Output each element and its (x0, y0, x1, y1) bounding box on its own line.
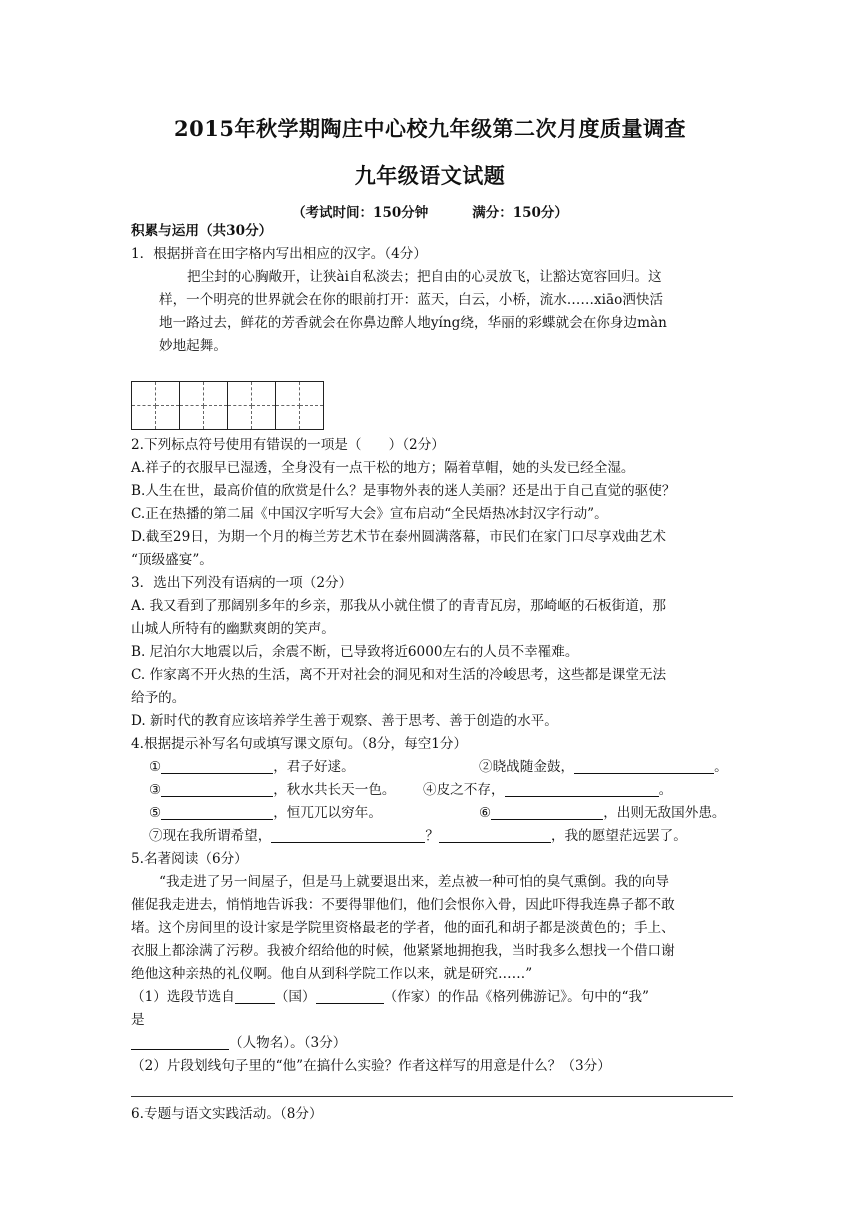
q5-sub1 (131, 986, 733, 1009)
q4-item1-blank[interactable] (161, 757, 273, 774)
q5-passage-5: 绝他这种亲热的礼仪啊。他自从到科学院工作以来，就是研究……” (131, 966, 533, 982)
q5-passage-1: “我走进了另一间屋子，但是马上就要退出来，差点被一种可怕的臭气熏倒。我的向导 (159, 874, 669, 890)
q2-option-d-cont: “顶级盛宴”。 (131, 552, 213, 568)
q4-item5-blank[interactable] (161, 803, 273, 820)
q5-character-blank[interactable] (131, 1033, 229, 1050)
q4-item2-suffix: 。 (714, 759, 728, 775)
q5-stem: 5.名著阅读（6分） (131, 851, 248, 867)
q4-item6-blank[interactable] (491, 803, 603, 820)
q5-passage-4: 衣服上都涂满了污秽。我被介绍给他的时候，他紧紧地拥抱我，当时我多么想找一个借口谢 (131, 943, 675, 959)
q5-sub1-b: （国） (274, 989, 316, 1005)
q1-line-4: 妙地起舞。 (159, 338, 227, 354)
q4-item3-suffix: ，秋水共长天一色。 (273, 782, 396, 798)
exam-content (131, 220, 733, 1126)
exam-info (0, 201, 860, 221)
full-score: 满分：150分） (472, 205, 568, 221)
q4-item3-prefix: ③ (149, 782, 162, 798)
q6-stem: 6.专题与语文实践活动。（8分） (131, 1106, 323, 1122)
answer-divider (131, 1096, 733, 1097)
q4-item4-suffix: 。 (658, 782, 673, 798)
q4-row-3 (131, 802, 733, 825)
q5-passage-2: 催促我走进去，悄悄地告诉我：不要得罪他们，他们会恨你入骨，因此吓得我连鼻子都不敢 (131, 897, 675, 913)
q4-item3-blank[interactable] (161, 780, 273, 797)
q5-country-blank[interactable] (235, 987, 275, 1004)
q4-item6-suffix: ，出则无敌国外患。 (603, 805, 726, 821)
exam-subtitle: 九年级语文试题 (354, 163, 506, 188)
exam-time: （考试时间：150分钟 (292, 205, 429, 221)
q4-item6-prefix: ⑥ (479, 805, 492, 821)
q4-row-2 (131, 779, 733, 802)
q4-row-4 (131, 825, 733, 848)
q3-stem: 3．选出下列没有语病的一项（2分） (131, 575, 353, 591)
q4-item7-blank-2[interactable] (439, 826, 551, 843)
q5-sub1-e: （人物名）。（3分） (229, 1035, 347, 1051)
q5-sub1-d: 是 (131, 1012, 145, 1028)
q3-option-c-cont: 给予的。 (131, 690, 186, 706)
q1-line-1: 把尘封的心胸敞开，让狭ài自私淡去；把自由的心灵放飞，让豁达宽容回归。这 (187, 269, 662, 285)
q4-item7-blank-1[interactable] (271, 826, 425, 843)
q2-stem: 2.下列标点符号使用有错误的一项是（ ）（2分） (131, 437, 445, 453)
section-title: 积累与运用（共30分） (131, 223, 273, 239)
exam-title: 2015年秋学期陶庄中心校九年级第二次月度质量调查 (174, 116, 686, 141)
q3-option-c: C. 作家离不开火热的生活，离不开对社会的洞见和对生活的冷峻思考，这些都是课堂无法 (131, 667, 667, 683)
q2-option-a: A.祥子的衣服早已湿透，全身没有一点干松的地方；隔着草帽，她的头发已经全湿。 (131, 460, 635, 476)
q5-author-blank[interactable] (316, 987, 384, 1004)
q4-item4-blank[interactable] (505, 780, 659, 797)
q5-sub1-a: （1）选段节选自 (131, 989, 235, 1005)
q4-item4-prefix: ④皮之不存， (423, 782, 505, 798)
q2-option-d: D.截至29日，为期一个月的梅兰芳艺术节在泰州圆满落幕，市民们在家门口尽享戏曲艺术 (131, 529, 666, 545)
q2-option-c: C.正在热播的第二届《中国汉字听写大会》宣布启动“全民焐热冰封汉字行动”。 (131, 506, 608, 522)
q3-option-a: A. 我又看到了那阔别多年的乡亲，那我从小就住惯了的青青瓦房，那崎岖的石板街道，那 (131, 598, 667, 614)
q1-line-3: 地一路过去，鲜花的芳香就会在你鼻边醉人地yíng绕，华丽的彩蝶就会在你身边màn (159, 315, 667, 331)
q4-row-1 (131, 756, 733, 779)
q3-option-d: D. 新时代的教育应该培养学生善于观察、善于思考、善于创造的水平。 (131, 713, 558, 729)
q4-stem: 4.根据提示补写名句或填写课文原句。（8分，每空1分） (131, 736, 468, 752)
q4-item1-prefix: ① (149, 759, 162, 775)
tianzige-grid[interactable] (131, 381, 324, 430)
q1-line-2: 样，一个明亮的世界就会在你的眼前打开：蓝天，白云，小桥，流水……xiāo洒快活 (159, 292, 664, 308)
q5-passage-3: 堵。这个房间里的设计家是学院里资格最老的学者，他的面孔和胡子都是淡黄色的；手上、 (131, 920, 675, 936)
q4-item1-suffix: ，君子好逑。 (273, 759, 355, 775)
q1-stem: 1．根据拼音在田字格内写出相应的汉字。（4分） (131, 246, 427, 262)
q4-item7-prefix: ⑦现在我所谓希望， (149, 828, 272, 844)
q3-option-a-cont: 山城人所特有的幽默爽朗的笑声。 (131, 621, 335, 637)
q4-item2-prefix: ②晓战随金鼓， (479, 759, 575, 775)
q5-sub1-cont (131, 1032, 733, 1055)
q4-item2-blank[interactable] (574, 757, 714, 774)
q5-sub2: （2）片段划线句子里的“他”在搞什么实验？作者这样写的用意是什么？（3分） (131, 1058, 611, 1074)
q4-item7-mid: ？ (425, 828, 439, 844)
q2-option-b: B.人生在世，最高价值的欣赏是什么？是事物外表的迷人美丽？还是出于自己直觉的驱使？ (131, 483, 676, 499)
q4-item5-prefix: ⑤ (149, 805, 162, 821)
q4-item7-suffix: ，我的愿望茫远罢了。 (550, 828, 687, 844)
q4-item5-suffix: ，恒兀兀以穷年。 (273, 805, 382, 821)
q3-option-b: B. 尼泊尔大地震以后，余震不断，已导致将近6000左右的人员不幸罹难。 (131, 644, 579, 660)
q5-sub1-c: （作家）的作品《格列佛游记》。句中的“我” (383, 989, 649, 1005)
